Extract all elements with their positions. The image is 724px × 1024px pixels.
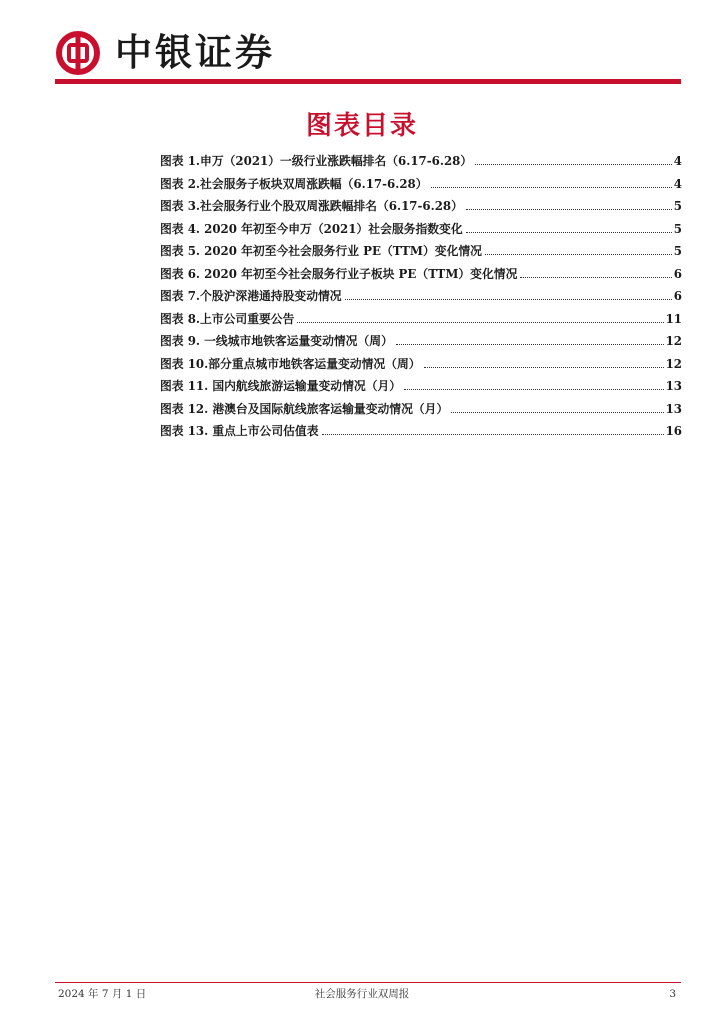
toc-entry-label[interactable]: 图表 10.部分重点城市地铁客运量变动情况（周） — [160, 356, 421, 371]
toc-entry[interactable] — [160, 355, 682, 378]
toc-entry-page[interactable]: 5 — [673, 244, 682, 258]
toc-leader-dots — [396, 344, 664, 345]
toc-entry-page[interactable]: 11 — [665, 311, 682, 326]
toc-leader-dots — [322, 434, 664, 435]
toc-entry[interactable] — [160, 400, 682, 423]
toc-entry-label[interactable]: 图表 12. 港澳台及国际航线旅客运输量变动情况（月） — [160, 401, 449, 416]
toc-entry-page[interactable]: 4 — [673, 154, 682, 168]
toc-entry-label[interactable]: 图表 1.申万（2021）一级行业涨跌幅排名（6.17-6.28） — [160, 154, 473, 168]
toc-entry[interactable] — [160, 152, 682, 175]
toc-entry-page[interactable]: 16 — [665, 424, 682, 438]
toc-entry-label[interactable]: 图表 6. 2020 年初至今社会服务行业子板块 PE（TTM）变化情况 — [160, 266, 518, 281]
toc-entry[interactable] — [160, 242, 682, 265]
toc-leader-dots — [297, 322, 663, 323]
header-rule — [55, 79, 681, 84]
toc-leader-dots — [485, 254, 672, 255]
toc-leader-dots — [475, 164, 672, 165]
toc-entry-label[interactable]: 图表 3.社会服务行业个股双周涨跌幅排名（6.17-6.28） — [160, 199, 463, 213]
brand-name: 中银证券 — [115, 31, 275, 74]
toc-entry[interactable] — [160, 310, 682, 333]
toc-entry-label[interactable]: 图表 5. 2020 年初至今社会服务行业 PE（TTM）变化情况 — [160, 244, 482, 258]
toc-entry[interactable] — [160, 265, 682, 288]
toc-entry[interactable] — [160, 332, 682, 355]
toc-entry-page[interactable]: 4 — [673, 176, 682, 191]
toc-entry[interactable] — [160, 220, 682, 243]
toc-leader-dots — [424, 367, 664, 368]
toc-entry-label[interactable]: 图表 7.个股沪深港通持股变动情况 — [160, 289, 342, 303]
toc-entry-page[interactable]: 6 — [673, 289, 682, 303]
toc-entry-label[interactable]: 图表 2.社会服务子板块双周涨跌幅（6.17-6.28） — [160, 176, 428, 191]
toc-entry-label[interactable]: 图表 8.上市公司重要公告 — [160, 311, 295, 326]
toc-entry-label[interactable]: 图表 9. 一线城市地铁客运量变动情况（周） — [160, 334, 393, 348]
toc-entry-label[interactable]: 图表 11. 国内航线旅游运输量变动情况（月） — [160, 379, 402, 393]
toc-entry[interactable] — [160, 287, 682, 310]
toc-leader-dots — [345, 299, 672, 300]
toc-entry-page[interactable]: 13 — [665, 379, 682, 393]
toc-entry-page[interactable]: 5 — [673, 199, 682, 213]
toc-entry-label[interactable]: 图表 13. 重点上市公司估值表 — [160, 424, 319, 438]
toc-leader-dots — [520, 277, 671, 278]
toc-entry-page[interactable]: 13 — [665, 401, 682, 416]
toc-entry-page[interactable]: 6 — [673, 266, 682, 281]
toc-leader-dots — [431, 187, 672, 188]
toc-entry-page[interactable]: 12 — [665, 356, 682, 371]
toc-entry-label[interactable]: 图表 4. 2020 年初至今申万（2021）社会服务指数变化 — [160, 221, 463, 236]
toc-entry[interactable] — [160, 197, 682, 220]
bank-of-china-logo — [55, 30, 101, 76]
table-of-figures — [160, 152, 682, 445]
toc-leader-dots — [466, 232, 672, 233]
footer-report-title: 社会服务行业双周报 — [314, 988, 410, 1000]
page-header — [55, 30, 681, 76]
toc-entry[interactable] — [160, 377, 682, 400]
toc-entry[interactable] — [160, 422, 682, 445]
footer-page-number: 3 — [669, 988, 676, 1000]
toc-entry-page[interactable]: 5 — [673, 221, 682, 236]
footer-date: 2024 年 7 月 1 日 — [58, 988, 147, 1000]
toc-leader-dots — [404, 389, 663, 390]
toc-leader-dots — [451, 412, 663, 413]
toc-leader-dots — [466, 209, 672, 210]
footer-rule — [55, 982, 681, 983]
page-title: 图表目录 — [305, 111, 418, 141]
toc-entry-page[interactable]: 12 — [665, 334, 682, 348]
toc-entry[interactable] — [160, 175, 682, 198]
